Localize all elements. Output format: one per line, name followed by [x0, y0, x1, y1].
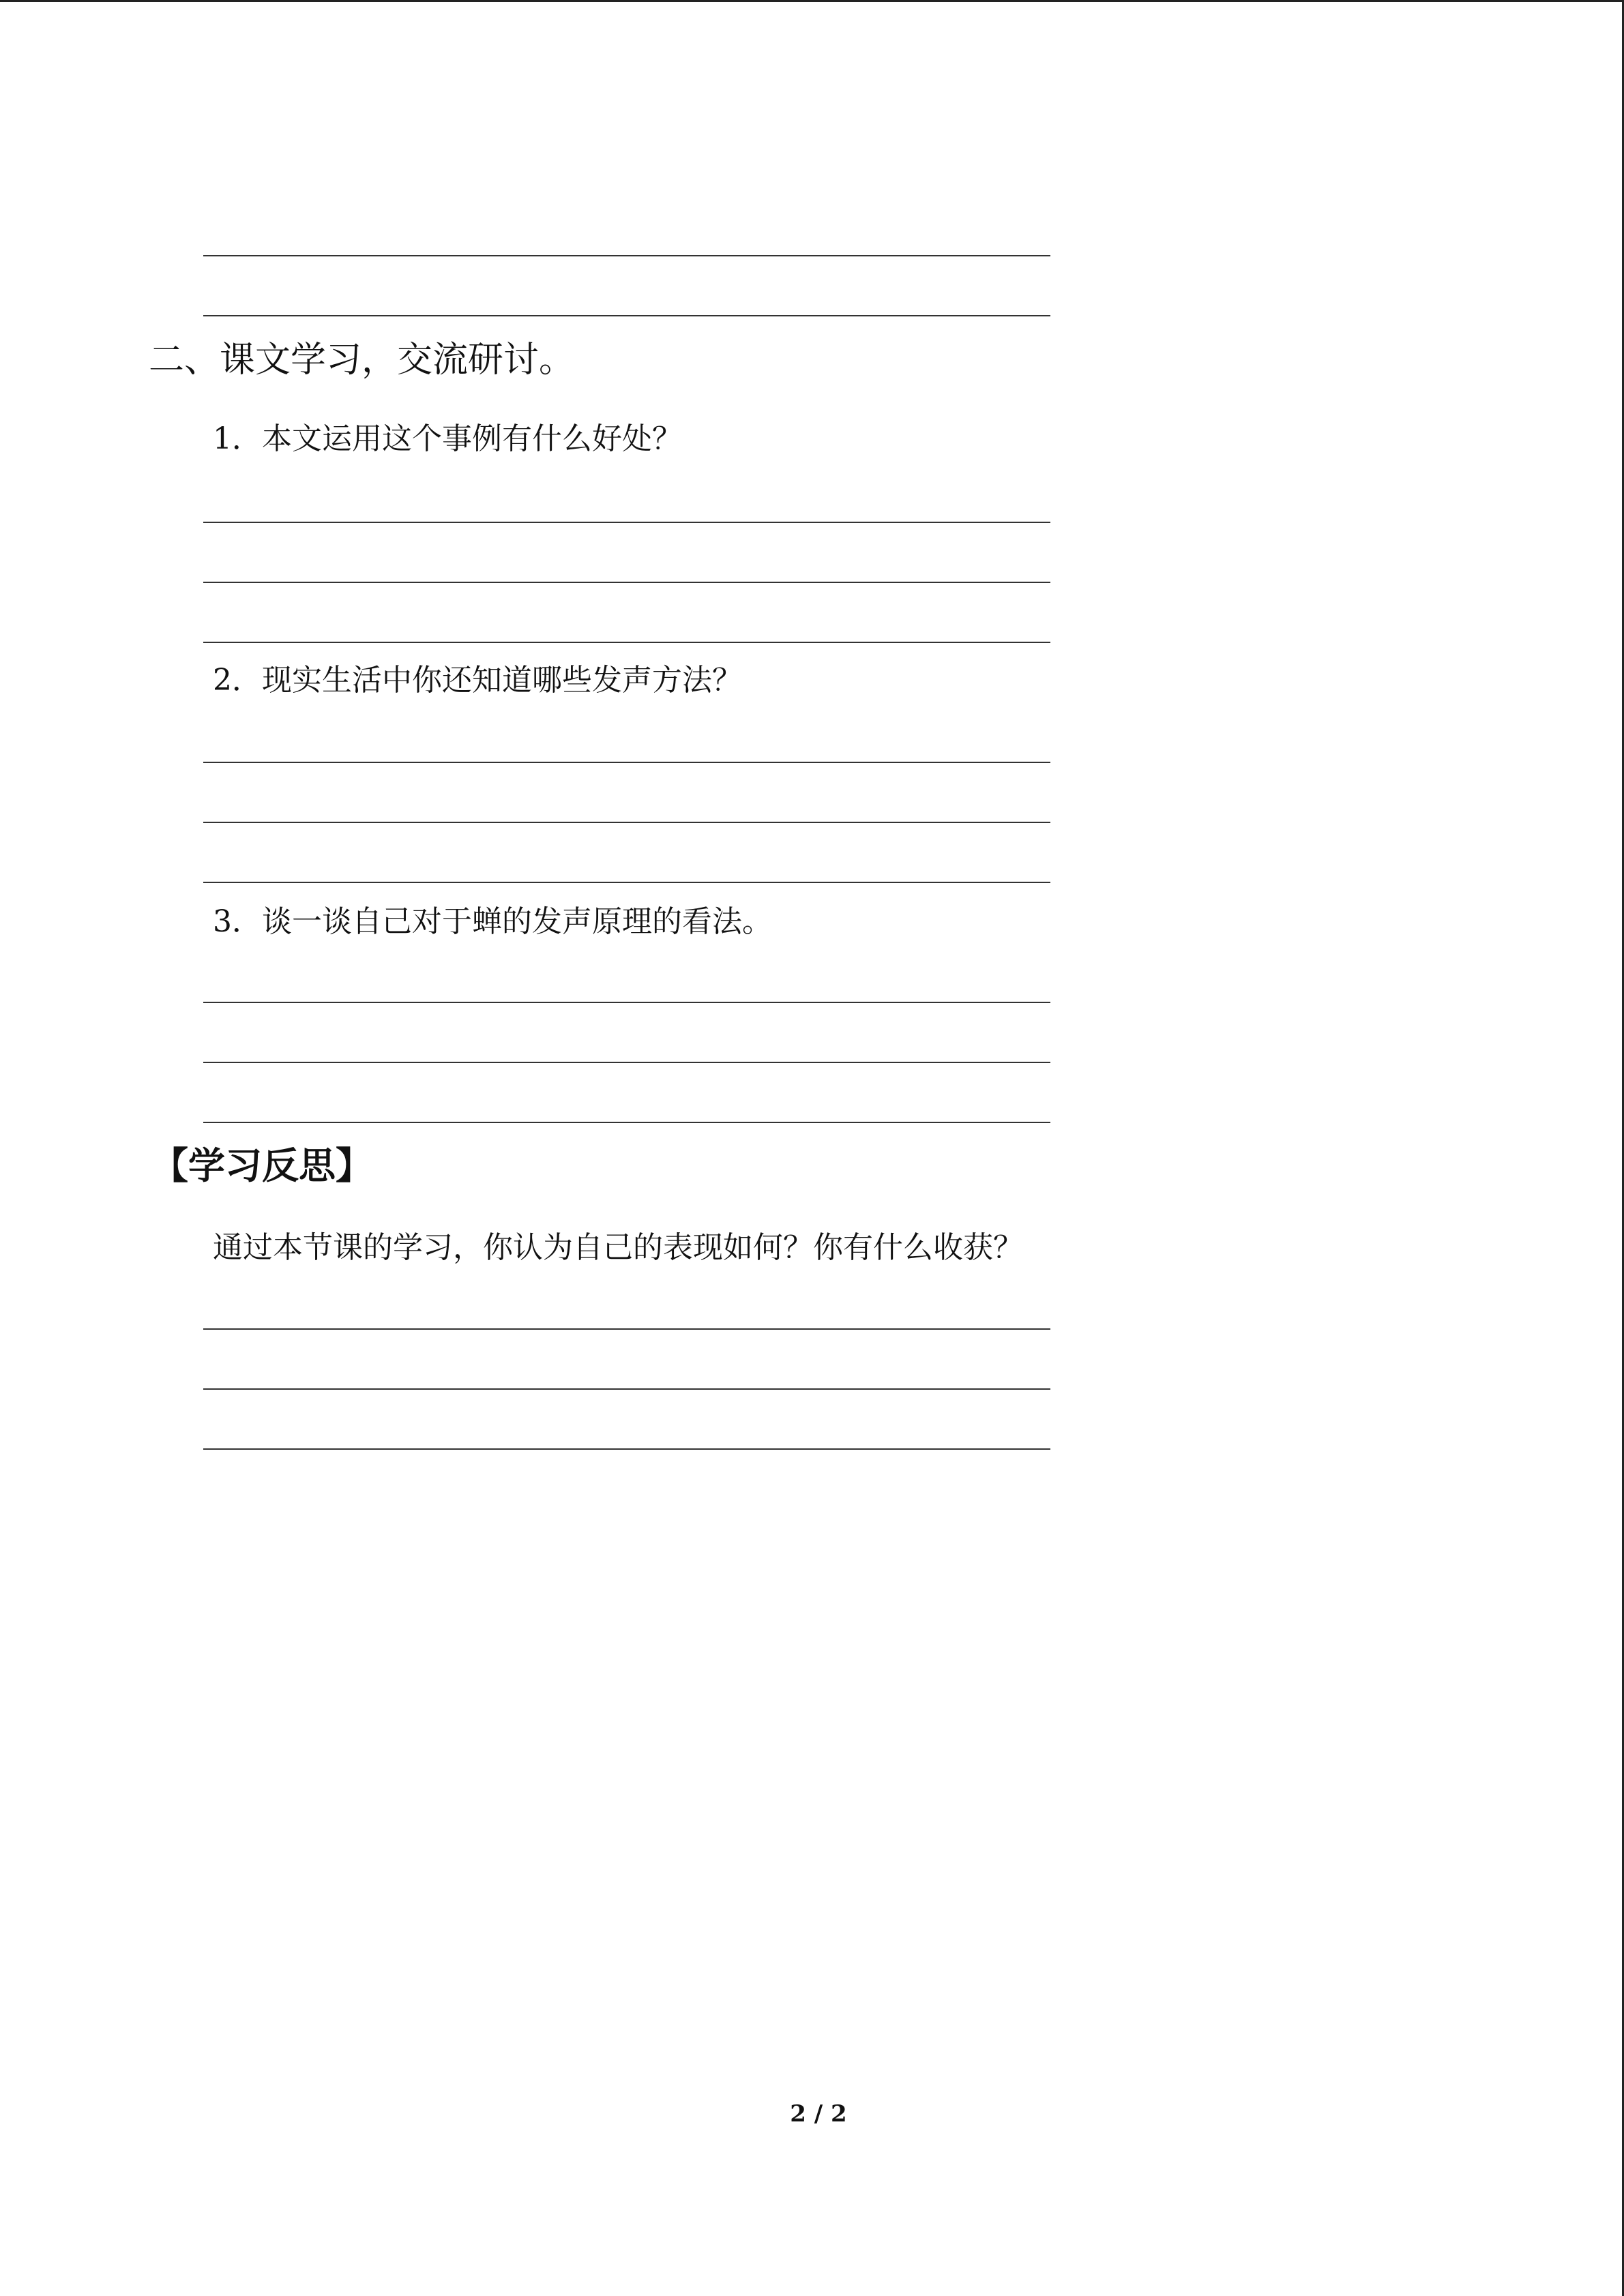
answer-line	[203, 255, 1050, 256]
answer-line	[203, 315, 1050, 316]
page-number: 2 / 2	[790, 2100, 847, 2128]
question-2: 2．现实生活中你还知道哪些发声方法？	[213, 663, 742, 698]
answer-line	[203, 582, 1050, 583]
answer-line	[203, 1448, 1050, 1450]
reflection-prompt: 通过本节课的学习，你认为自己的表现如何？你有什么收获？	[213, 1230, 1023, 1265]
answer-line	[203, 882, 1050, 883]
answer-line	[203, 522, 1050, 523]
question-1: 1．本文运用这个事例有什么好处？	[213, 421, 682, 456]
answer-line	[203, 642, 1050, 643]
answer-line	[203, 1062, 1050, 1063]
answer-line	[203, 1002, 1050, 1003]
page-border-top	[0, 0, 1624, 2]
reflection-heading: 【学习反思】	[151, 1144, 372, 1187]
question-3: 3．谈一谈自己对于蝉的发声原理的看法。	[213, 904, 772, 939]
section-heading: 二、课文学习，交流研讨。	[149, 340, 575, 381]
answer-line	[203, 1328, 1050, 1330]
answer-line	[203, 822, 1050, 823]
answer-line	[203, 762, 1050, 763]
answer-line	[203, 1388, 1050, 1390]
answer-line	[203, 1122, 1050, 1123]
